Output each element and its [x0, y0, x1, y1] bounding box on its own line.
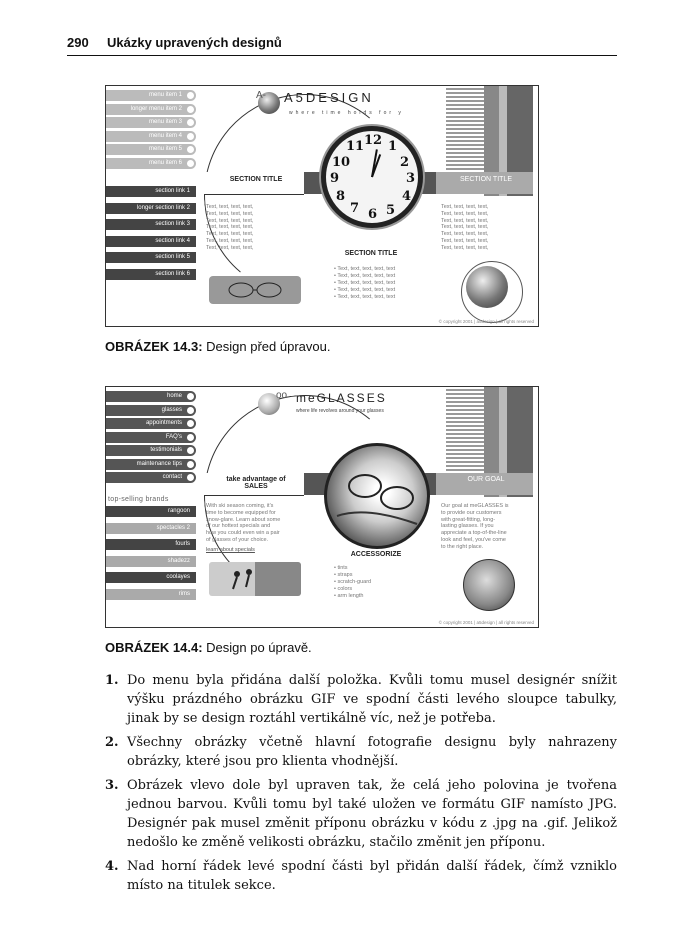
brands-title: top-selling brands — [108, 496, 169, 503]
clock-image: 12 1 2 3 4 5 6 7 8 9 10 11 — [321, 126, 423, 228]
section-link[interactable]: section link 4 — [106, 236, 196, 247]
menu-item[interactable]: menu item 6 — [106, 158, 196, 169]
menu-list — [106, 90, 196, 171]
learn-link[interactable]: learn about specials — [206, 547, 255, 553]
section-title: take advantage of SALES — [226, 476, 286, 490]
section-link[interactable]: section link 5 — [106, 252, 196, 263]
logo-icon: A- — [256, 90, 266, 101]
caption: OBRÁZEK 14.3: Design před úpravou. — [105, 339, 331, 354]
brand-link[interactable]: fourls — [106, 539, 196, 550]
copyright: © copyright 2001 | a5design | all rights reserved — [438, 620, 534, 625]
menu-item[interactable]: contact — [106, 472, 196, 483]
list-item: 3. Obrázek vlevo dole byl upraven tak, že celá jeho polovina je tvořena jednou barvou. Kvůli tomu byl také uložen ve formátu GIF namísto JPG. Designér pak musel změnit příponu obrázku v kódu z .jpg na .gif. Jelikož nedošlo ke změně velikosti obrázku, stačilo změnit jen příponu. — [105, 778, 617, 850]
list-item: 4. Nad horní řádek levé spodní části byl přidán další řádek, čímž vzniklo místo na titulek sekce. — [105, 859, 617, 893]
section-links — [106, 186, 196, 285]
brand-link[interactable]: rims — [106, 589, 196, 600]
list-item: 1. Do menu byla přidána další položka. Kvůli tomu musel designér snížit výšku prázdného obrázku GIF ve spodní části levého sloupce tabulky, jinak by se design roztáhl vertikálně víc, než je potřeba. — [105, 673, 617, 726]
page-header — [67, 33, 617, 56]
brand-link[interactable]: spectacles 2 — [106, 523, 196, 534]
section-title: OUR GOAL — [467, 476, 505, 483]
menu-item[interactable]: menu item 4 — [106, 131, 196, 142]
menu-item[interactable]: FAQ's — [106, 432, 196, 443]
section-title: SECTION TITLE — [344, 250, 398, 257]
glasses-image — [209, 276, 301, 304]
section-title: ACCESSORIZE — [350, 551, 402, 558]
logo-icon: oo — [276, 390, 288, 401]
menu-item[interactable]: glasses — [106, 405, 196, 416]
figure-before — [105, 85, 539, 327]
tagline: where time holds for y — [289, 110, 404, 116]
section-title: SECTION TITLE — [229, 176, 283, 183]
menu-item[interactable]: home — [106, 391, 196, 402]
menu-item[interactable]: testimonials — [106, 445, 196, 456]
menu-item[interactable]: longer menu item 2 — [106, 104, 196, 115]
brand-links — [106, 506, 196, 605]
section-title: SECTION TITLE — [460, 176, 512, 183]
face-photo — [463, 559, 515, 611]
section-link[interactable]: longer section link 2 — [106, 203, 196, 214]
menu-item[interactable]: menu item 1 — [106, 90, 196, 101]
menu-item[interactable]: menu item 5 — [106, 144, 196, 155]
section-link[interactable]: section link 1 — [106, 186, 196, 197]
brand-link[interactable]: rangoon — [106, 506, 196, 517]
section-link[interactable]: section link 6 — [106, 269, 196, 280]
logo: meGLASSES — [296, 391, 387, 405]
logo: A5DESIGN — [284, 90, 374, 105]
numbered-list — [105, 671, 617, 900]
sphere-image — [466, 266, 508, 308]
menu-item[interactable]: maintenance tips — [106, 459, 196, 470]
page-number: 290 — [67, 35, 89, 50]
menu-item[interactable]: menu item 3 — [106, 117, 196, 128]
caption: OBRÁZEK 14.4: Design po úpravě. — [105, 640, 312, 655]
text-block: Text, text, text, text, Text, text, text, text, Text, text, text, text, Text, text, text, text, Text, text, text, text, Text, text, text, text, Text, text, text, text, — [206, 204, 254, 251]
figure-after — [105, 386, 539, 628]
menu-item[interactable]: appointments — [106, 418, 196, 429]
text-block: Text, text, text, text, Text, text, text, text, Text, text, text, text, Text, text, text, text, Text, text, text, text, Text, text, text, text, Text, text, text, text, — [441, 204, 489, 251]
brand-link[interactable]: coolayes — [106, 572, 196, 583]
skiers-image — [209, 562, 301, 596]
bullet-list: • tints • straps • scratch-guard • colors • arm length — [334, 565, 371, 600]
text-block: With ski season coming, it's time to become equipped for snow-glare. Learn about some of our hottest specials and how you could even win a pair of glasses of your choice. — [206, 503, 281, 543]
menu-list — [106, 391, 196, 486]
bullet-list: • Text, text, text, text, text • Text, text, text, text, text • Text, text, text, text, text • Text, text, text, text, text • Text, text, text, text, text — [334, 266, 395, 301]
copyright: © copyright 2001 | a5design | all rights reserved — [438, 319, 534, 324]
text-block: Our goal at meGLASSES is to provide our customers with great-fitting, long- lasting glasses. If you appreciate a top-of-the-line look and feel, you've come to the right place. — [441, 503, 509, 550]
glasses-photo — [324, 443, 430, 549]
tagline: where life revolves around your glasses — [296, 408, 384, 414]
chapter-title: Ukázky upravených designů — [107, 35, 282, 50]
brand-link[interactable]: shadezz — [106, 556, 196, 567]
list-item: 2. Všechny obrázky včetně hlavní fotografie designu byly nahrazeny obrázky, které jsou pro klienta vhodnější. — [105, 735, 617, 769]
section-link[interactable]: section link 3 — [106, 219, 196, 230]
